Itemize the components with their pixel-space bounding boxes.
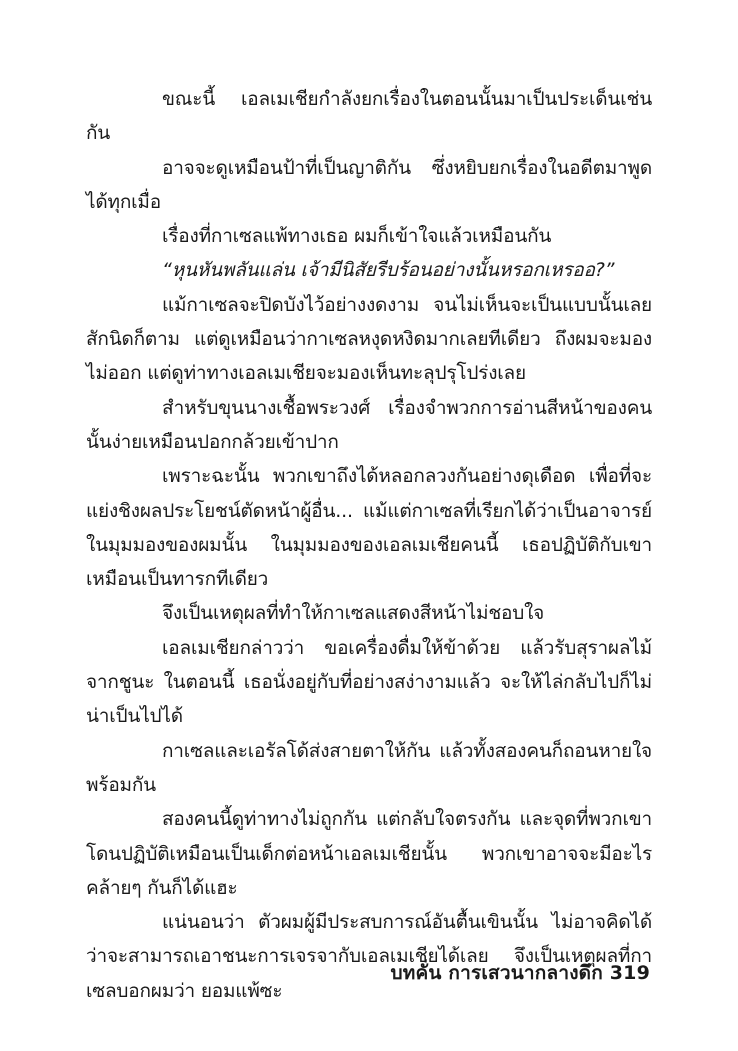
paragraph-6: สำหรับขุนนางเชื้อพระวงศ์ เรื่องจำพวกการอ่านสีหน้าของคนนั้นง่ายเหมือนปอกกล้วยเข้าปาก xyxy=(86,396,652,453)
paragraph-9: เอลเมเชียกล่าวว่า ขอเครื่องดื่มให้ข้าด้วย แล้วรับสุราผลไม้จากชูนะ ในตอนนี้ เธอนั่งอยู่กับที่อย่างสง่างามแล้ว จะให้ไล่กลับไปก็ไม่น่าเป็นไปได้ xyxy=(86,636,652,728)
quote-paragraph: “หุนหันพลันแล่น เจ้ามีนิสัยรีบร้อนอย่างนั้นหรอกเหรออ?” xyxy=(162,259,615,282)
paragraph-11: สองคนนี้ดูท่าทางไม่ถูกกัน แต่กลับใจตรงกัน และจุดที่พวกเขาโดนปฏิบัติเหมือนเป็นเด็กต่อหน้าเอลเมเชียนั้น พวกเขาอาจจะมีอะไรคล้ายๆ กันก็ได้แฮะ xyxy=(86,808,652,899)
paragraph-12: แน่นอนว่า ตัวผมผู้มีประสบการณ์อันตื้นเขินนั้น ไม่อาจคิดได้ว่าจะสามารถเอาชนะการเจรจากับเอลเมเชียได้เลย จึงเป็นเหตุผลที่กาเซลบอกผมว่า ยอมแพ้ซะ xyxy=(86,911,652,1002)
paragraph-10: กาเซลและเอรัลโด้ส่งสายตาให้กัน แล้วทั้งสองคนก็ถอนหายใจพร้อมกัน xyxy=(86,739,652,796)
page-footer: บทคั่น การเสวนากลางดึก 319 xyxy=(390,962,650,984)
paragraph-3: เรื่องที่กาเซลแพ้ทางเธอ ผมก็เข้าใจแล้วเหมือนกัน xyxy=(162,225,552,248)
paragraph-2: อาจจะดูเหมือนป้าที่เป็นญาติกัน ซึ่งหยิบยกเรื่องในอดีตมาพูดได้ทุกเมื่อ xyxy=(86,156,652,213)
paragraph-8: จึงเป็นเหตุผลที่ทำให้กาเซลแสดงสีหน้าไม่ชอบใจ xyxy=(162,602,545,625)
paragraph-1: ขณะนี้ เอลเมเชียกำลังยกเรื่องในตอนนั้นมาเป็นประเด็นเช่นกัน xyxy=(86,88,652,145)
paragraph-5: แม้กาเซลจะปิดบังไว้อย่างงดงาม จนไม่เห็นจะเป็นแบบนั้นเลยสักนิดก็ตาม แต่ดูเหมือนว่ากาเซลหงุดหงิดมากเลยทีเดียว ถึงผมจะมองไม่ออก แต่ดูท่าทางเอลเมเชียจะมองเห็นทะลุปรุโปร่งเลย xyxy=(86,293,652,385)
paragraph-7: เพราะฉะนั้น พวกเขาถึงได้หลอกลวงกันอย่างดุเดือด เพื่อที่จะแย่งชิงผลประโยชน์ตัดหน้าผู้อื่น... แม้แต่กาเซลที่เรียกได้ว่าเป็นอาจารย์ในมุมมองของผมนั้น ในมุมมองของเอลเมเชียคนนี้ เธอปฏิบัติกับเขาเหมือนเป็นทารกทีเดียว xyxy=(86,465,652,591)
page-body xyxy=(86,82,652,1008)
